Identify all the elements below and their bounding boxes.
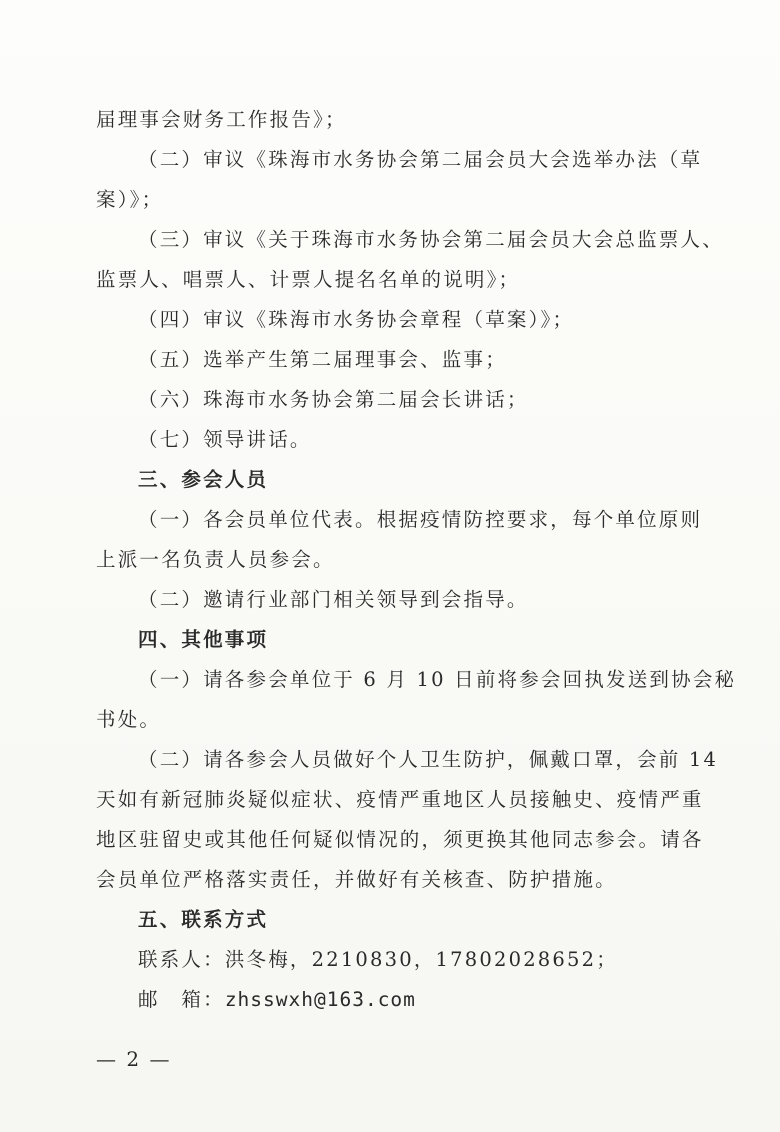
text-line: （三）审议《关于珠海市水务协会第二届会员大会总监票人、: [138, 228, 724, 251]
text-line: （一）各会员单位代表。根据疫情防控要求，每个单位原则: [138, 508, 703, 531]
contact-person-label: 联系人：: [138, 948, 225, 971]
contact-email-value: zhsswxh@163.com: [224, 988, 416, 1011]
section-heading: 四、其他事项: [138, 628, 269, 651]
contact-person-line: [138, 946, 738, 974]
text-line: 地区驻留史或其他任何疑似情况的，须更换其他同志参会。请各: [96, 828, 704, 851]
contact-person-value: 洪冬梅，2210830，17802028652；: [224, 948, 618, 971]
text-line: 案）》；: [96, 188, 164, 211]
contact-email-line: [138, 986, 738, 1014]
text-line: 届理事会财务工作报告》；: [96, 108, 347, 131]
text-line: （四）审议《珠海市水务协会章程（草案）》；: [138, 308, 575, 331]
text-line: 会员单位严格落实责任，并做好有关核查、防护措施。: [96, 868, 617, 891]
text-line: （五）选举产生第二届理事会、监事；: [138, 348, 507, 371]
section-heading: 五、联系方式: [138, 908, 269, 931]
text-line: （二）邀请行业部门相关领导到会指导。: [138, 588, 529, 611]
text-line: 天如有新冠肺炎疑似症状、疫情严重地区人员接触史、疫情严重: [96, 788, 704, 811]
contact-email-label: 邮 箱：: [138, 988, 225, 1011]
text-line: （二）请各参会人员做好个人卫生防护，佩戴口罩，会前 14: [138, 748, 719, 771]
text-line: （二）审议《珠海市水务协会第二届会员大会选举办法（草: [138, 148, 703, 171]
text-line: 书处。: [96, 708, 162, 731]
text-line: （一）请各参会单位于 6 月 10 日前将参会回执发送到协会秘: [138, 668, 737, 691]
text-line: 上派一名负责人员参会。: [96, 548, 335, 571]
text-line: 监票人、唱票人、计票人提名名单的说明》；: [96, 268, 521, 291]
page-number: — 2 —: [96, 1047, 172, 1071]
text-line: （七）领导讲话。: [138, 428, 312, 451]
text-line: （六）珠海市水务协会第二届会长讲话；: [138, 388, 529, 411]
section-heading: 三、参会人员: [138, 468, 269, 491]
